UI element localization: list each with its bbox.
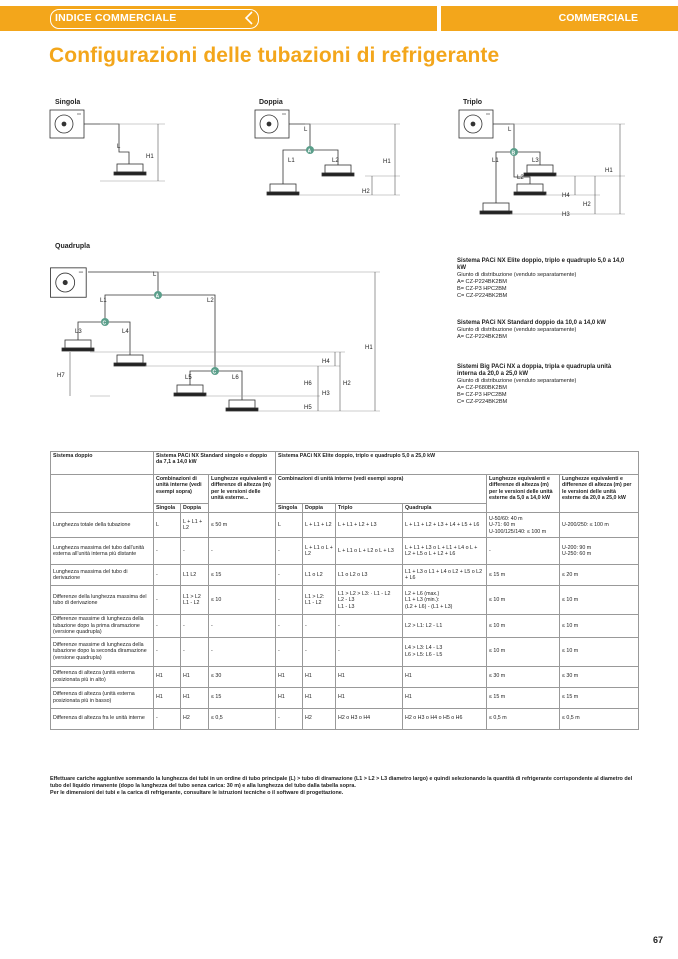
row-label: Lunghezza massima del tubo dall'unità esterna all'unità interna più distante [51,538,154,565]
table-cell: U-200: 90 m U-250: 60 m [560,538,639,565]
table-cell: L2 + L6 (max.) L1 + L3 (min.): (L2 + L6) - (L1 + L3) [403,586,487,615]
table-cell: - [209,538,276,565]
mark-H1: H1 [383,159,391,165]
joint-A-label: A [307,148,312,155]
th-quadrupla: Quadrupla [403,504,487,513]
table-cell: H1 [303,666,336,687]
outdoor-unit-icon [459,110,493,138]
table-cell: ≤ 20 m [560,565,639,586]
table-cell: U-50/60: 40 m U-71: 60 m U-100/125/140: ≤ 100 m [487,513,560,538]
table-cell: L1 > L2: L1 - L2 [303,586,336,615]
th-standard: Sistema PACi NX Standard singolo e doppio da 7,1 a 14,0 kW [154,452,276,475]
table-cell: H1 [181,666,209,687]
table-cell: - [276,615,303,637]
legend-line: B= CZ-P3 HPC2BM [457,392,507,398]
table-cell: ≤ 15 m [487,565,560,586]
legend-block-big [457,364,627,406]
legend-line: Giunto di distribuzione (venduto separatamente) [457,327,577,333]
mark-L2: L2 [207,298,214,304]
table-cell: L2 > L1: L2 - L1 [403,615,487,637]
mark-H2: H2 [343,381,351,387]
table-cell: L + L1 o L + L2 o L + L3 [336,538,403,565]
table-cell: - [154,538,181,565]
joint-A-label: A [155,293,160,300]
mark-H3: H3 [322,391,330,397]
row-label: Lunghezza massima del tubo di derivazione [51,565,154,586]
th-lung-std: Lunghezze equivalenti e differenze di altezza (m) per le versioni delle unità esterne... [209,475,276,513]
table-cell: H1 [336,687,403,708]
th-singola: Singola [154,504,181,513]
table-cell: - [154,637,181,666]
mark-H3: H3 [562,212,570,218]
table-cell: L4 > L3: L4 - L3 L6 > L5: L6 - L5 [403,637,487,666]
th-lung-elite-1: Lunghezze equivalenti e differenze di altezza (m) per le versioni delle unità esterne da 5,0 a 14,0 kW [487,475,560,513]
mark-H1: H1 [365,345,373,351]
legend-block-standard [457,320,627,341]
legend-line: C= CZ-P224BK2BM [457,293,508,299]
table-cell: ≤ 10 m [487,586,560,615]
table-cell: - [276,565,303,586]
indoor-unit-icon [524,165,556,176]
mark-L: L [153,272,157,278]
table-cell: H2 [181,708,209,729]
mark-H4: H4 [562,193,570,199]
legend-title: Sistema PACi NX Standard doppio da 10,0 a 14,0 kW [457,320,606,326]
table-cell: - [276,538,303,565]
mark-L: L [508,127,512,133]
diagram-triplo [459,110,625,214]
note: Effettuare cariche aggiuntive sommando la lunghezza dei tubi in un ordine di tubo principale (L) > tubo di diramazione (L1 > L2 > L3 diametro largo) e quindi selezionando la quantità di refrigerante corrispondente al diametro del tubo del liquido rimanente (dopo la lunghezza del tubo senza carica: 30 m) e alla lunghezza del tubo dalla tabella sopra. [50,776,633,789]
table-cell: - [154,586,181,615]
indoor-unit-icon [114,355,146,366]
table-cell: - [276,637,303,666]
legend-line: Giunto di distribuzione (venduto separatamente) [457,272,577,278]
legend-line: A= CZ-P680BK2BM [457,385,507,391]
table-cell: H2 o H3 o H4 o H5 o H6 [403,708,487,729]
indoor-unit-icon [267,184,299,195]
table-cell: - [487,538,560,565]
table-cell: - [154,565,181,586]
table-cell: ≤ 10 m [560,637,639,666]
table-body [51,513,639,729]
legend-line: Giunto di distribuzione (venduto separatamente) [457,378,577,384]
mark-H6: H6 [304,381,312,387]
table-cell: H2 [303,708,336,729]
row-label: Differenza di altezza (unità esterna posizionata più in alto) [51,666,154,687]
table-cell: ≤ 10 m [487,637,560,666]
legend-line: A= CZ-P224BK2BM [457,279,507,285]
indoor-unit-icon [480,203,512,214]
mark-L: L [117,144,121,150]
piping-spec-table [50,451,639,730]
table-cell: H1 [403,687,487,708]
indoor-unit-icon [322,165,354,176]
table-cell: L1 > L2 L1 - L2 [181,586,209,615]
table-cell: ≤ 10 m [560,586,639,615]
row-label: Differenze massime di lunghezza della tubazione dopo la prima diramazione (versione quadrupla) [51,615,154,637]
table-cell: H1 [154,687,181,708]
table-cell: - [209,637,276,666]
table-cell: ≤ 15 [209,565,276,586]
mark-L1: L1 [492,158,499,164]
table-cell: L1 > L2 > L3: · L1 - L2 L2 - L3 L1 - L3 [336,586,403,615]
mark-H7: H7 [57,373,65,379]
table-cell: H1 [276,666,303,687]
table-cell: ≤ 15 [209,687,276,708]
row-label: Differenze massime di lunghezza della tubazione dopo la seconda diramazione (versione quadrupla) [51,637,154,666]
table-cell: ≤ 15 m [487,687,560,708]
table-cell: ≤ 0,5 [209,708,276,729]
table-cell: ≤ 10 m [487,615,560,637]
joint-B-label: B [511,150,516,157]
th-comb-std: Combinazioni di unità interne (vedi esempi sopra) [154,475,209,504]
diagram-title-triplo: Triplo [463,99,483,106]
legend-block-elite [457,258,627,300]
diagram-title-quadrupla: Quadrupla [55,243,91,250]
table-cell: - [154,708,181,729]
table-cell: ≤ 30 m [487,666,560,687]
indoor-unit-icon [226,400,258,411]
table-cell: L1 + L3 o L1 + L4 o L2 + L5 o L2 + L6 [403,565,487,586]
table-cell: - [276,708,303,729]
indoor-unit-icon [114,164,146,175]
mark-L6: L6 [232,375,239,381]
table-row [51,666,639,687]
table-cell: - [336,615,403,637]
table-cell: - [181,637,209,666]
table-cell: H1 [154,666,181,687]
table-cell: - [336,637,403,666]
indoor-unit-icon [174,385,206,396]
table-cell: L1 o L2 [303,565,336,586]
legend-line: A= CZ-P224BK2BM [457,334,507,340]
table-cell: H1 [181,687,209,708]
legend-title: Sistema PACi NX Elite doppio, triplo e quadruplo 5,0 a 14,0 kW [457,258,625,271]
table-row [51,637,639,666]
row-label: Lunghezza totale della tubazione [51,513,154,538]
table-cell: ≤ 10 m [560,615,639,637]
mark-H2: H2 [362,189,370,195]
indoor-unit-icon [514,184,546,195]
diagram-doppia [255,110,400,195]
row-label: Differenza di altezza (unità esterna posizionata più in basso) [51,687,154,708]
note: Per le dimensioni dei tubi e la carica di refrigerante, consultare le istruzioni tecniche o il software di progettazione. [50,790,344,796]
th-sistema: Sistema doppio [51,452,154,475]
table-cell: ≤ 50 m [209,513,276,538]
mark-L2: L2 [332,158,339,164]
table-row [51,615,639,637]
table-cell: L [276,513,303,538]
mark-H5: H5 [304,405,312,411]
mark-H4: H4 [322,359,330,365]
footnotes [50,776,640,797]
table-row [51,513,639,538]
mark-L5: L5 [185,375,192,381]
table-cell: L + L1 + L2 [181,513,209,538]
table-row [51,586,639,615]
table-cell: - [276,586,303,615]
table-cell: L [154,513,181,538]
diagram-title-singola: Singola [55,99,81,106]
table-cell: L + L1 + L2 [303,513,336,538]
th-lung-elite-2: Lunghezze equivalenti e differenze di altezza (m) per le versioni delle unità esterne da 20,0 a 25,0 kW [560,475,639,513]
diagram-title-doppia: Doppia [259,99,283,106]
outdoor-unit-icon [50,110,84,138]
mark-H1: H1 [146,154,154,160]
table-cell: L + L1 + L3 o L + L1 + L4 o L + L2 + L5 o L + L2 + L6 [403,538,487,565]
table-cell: L + L1 + L2 + L3 + L4 + L5 + L6 [403,513,487,538]
table-cell: - [303,615,336,637]
table-cell: - [154,615,181,637]
mark-L4: L4 [122,329,129,335]
table-cell: ≤ 0,5 m [560,708,639,729]
table-cell: ≤ 0,5 m [487,708,560,729]
joint-C-label: C [212,369,217,376]
table-cell: L + L1 + L2 + L3 [336,513,403,538]
table-cell: H2 o H3 o H4 [336,708,403,729]
th-doppia: Doppia [303,504,336,513]
mark-H2: H2 [583,202,591,208]
mark-L: L [304,127,308,133]
page-number: 67 [652,935,663,945]
mark-L3: L3 [75,329,82,335]
th-empty [51,475,154,513]
table-cell: H1 [403,666,487,687]
th-elite: Sistema PACi NX Elite doppio, triplo e quadruplo 5,0 a 25,0 kW [276,452,639,475]
table-cell: H1 [336,666,403,687]
table-row [51,687,639,708]
th-doppia: Doppia [181,504,209,513]
table-cell: L1 L2 [181,565,209,586]
legend-line: B= CZ-P3 HPC2BM [457,286,507,292]
section-label: COMMERCIALE [558,12,638,24]
table-cell: H1 [276,687,303,708]
table-cell: L1 o L2 o L3 [336,565,403,586]
table-row [51,708,639,729]
indoor-unit-icon [62,340,94,351]
mark-L3: L3 [532,158,539,164]
row-label: Differenze della lunghezza massima del tubo di derivazione [51,586,154,615]
table-cell: - [181,538,209,565]
table-cell: ≤ 10 [209,586,276,615]
table-cell: ≤ 30 m [560,666,639,687]
joint-C-label: C [102,320,107,327]
table-row [51,538,639,565]
diagram-quadrupla [50,268,380,411]
mark-L2: L2 [517,175,524,181]
diagram-singola [50,110,165,181]
table-row [51,565,639,586]
outdoor-unit-icon [50,268,86,297]
th-triplo: Triplo [336,504,403,513]
mark-H1: H1 [605,168,613,174]
table-cell: L + L1 o L + L2 [303,538,336,565]
table-cell: - [209,615,276,637]
row-label: Differenza di altezza fra le unità interne [51,708,154,729]
mark-L1: L1 [100,298,107,304]
table-cell: ≤ 30 [209,666,276,687]
th-singola: Singola [276,504,303,513]
table-cell: ≤ 15 m [560,687,639,708]
mark-L1: L1 [288,158,295,164]
outdoor-unit-icon [255,110,289,138]
table-cell: H1 [303,687,336,708]
legend-line: C= CZ-P224BK2BM [457,399,508,405]
table-cell: - [181,615,209,637]
legend-title: Sistemi Big PACi NX a doppia, tripla e quadrupla unità interna da 20,0 a 25,0 kW [457,364,612,377]
table-cell: - [303,637,336,666]
table-cell: U-200/250: ≤ 100 m [560,513,639,538]
th-comb-elite: Combinazioni di unità interne (vedi esempi sopra) [276,475,487,504]
page-title: Configurazioni delle tubazioni di refrigerante [49,44,500,67]
index-label[interactable]: INDICE COMMERCIALE [55,12,177,24]
